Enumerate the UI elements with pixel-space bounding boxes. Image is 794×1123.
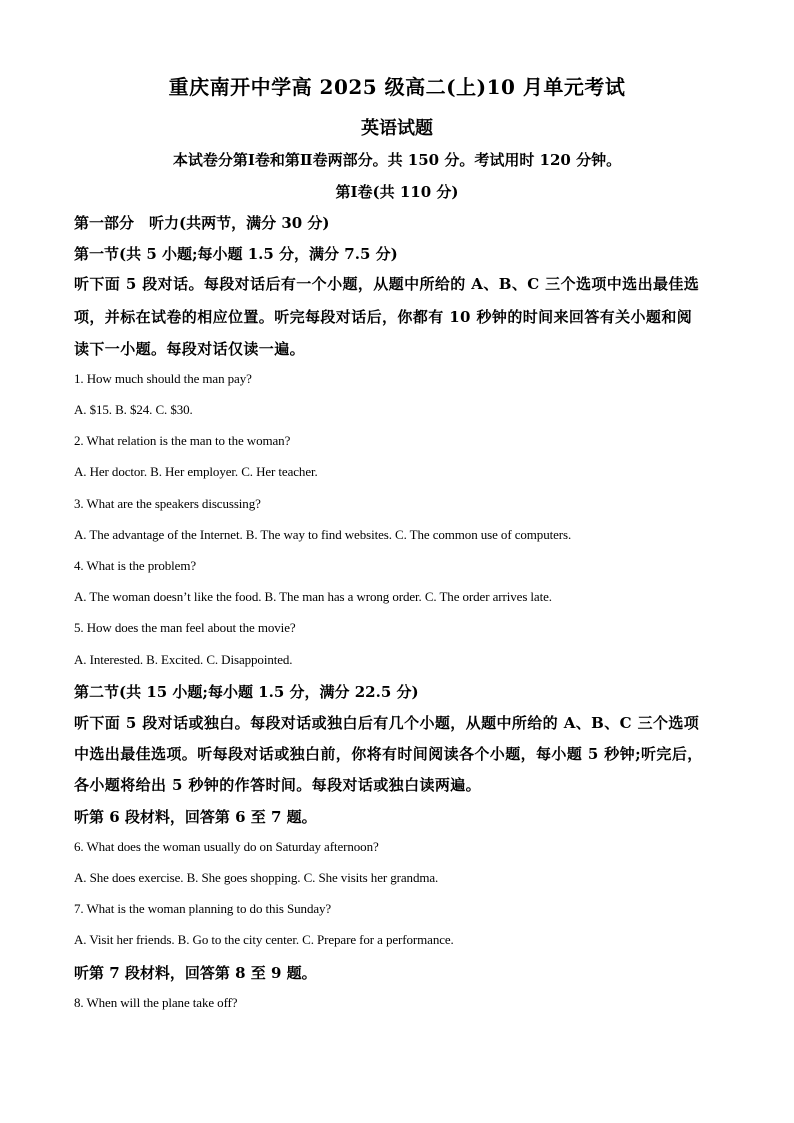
subject-title: 英语试题 xyxy=(361,118,433,139)
question-options: A. The advantage of the Internet. B. The way to find websites. C. The common use of computers. xyxy=(74,527,572,542)
exam-notice: 本试卷分第Ⅰ卷和第Ⅱ卷两部分。共 150 分。考试用时 120 分钟。 xyxy=(172,151,622,169)
group-heading: 听第 7 段材料，回答第 8 至 9 题。 xyxy=(74,964,317,982)
question-options: A. The woman doesn’t like the food. B. The man has a wrong order. C. The order arrives late. xyxy=(74,589,552,604)
section1-instruction-line: 听下面 5 段对话。每段对话后有一个小题，从题中所给的 A、B、C 三个选项中选出最佳选 xyxy=(74,275,700,293)
question-options: A. Interested. B. Excited. C. Disappointed. xyxy=(74,652,293,667)
question-stem: 5. How does the man feel about the movie? xyxy=(74,620,296,635)
section2-instruction-line: 中选出最佳选项。听每段对话或独白前，你将有时间阅读各个小题，每小题 5 秒钟;听完后， xyxy=(74,745,703,763)
question-options: A. Her doctor. B. Her employer. C. Her teacher. xyxy=(74,464,318,479)
exam-title: 重庆南开中学高 2025 级高二(上)10 月单元考试 xyxy=(168,75,626,99)
section1-title: 第一节(共 5 小题;每小题 1.5 分，满分 7.5 分) xyxy=(74,245,398,263)
question-options: A. Visit her friends. B. Go to the city center. C. Prepare for a performance. xyxy=(74,932,454,947)
question-options: A. $15. B. $24. C. $30. xyxy=(74,402,193,417)
section2-instruction-line: 各小题将给出 5 秒钟的作答时间。每段对话或独白读两遍。 xyxy=(74,776,482,794)
volume-heading: 第Ⅰ卷(共 110 分) xyxy=(335,183,459,201)
question-stem: 8. When will the plane take off? xyxy=(74,995,238,1010)
question-stem: 4. What is the problem? xyxy=(74,558,197,573)
question-stem: 7. What is the woman planning to do this Sunday? xyxy=(74,901,332,916)
group-heading: 听第 6 段材料，回答第 6 至 7 题。 xyxy=(74,808,317,826)
question-stem: 6. What does the woman usually do on Saturday afternoon? xyxy=(74,839,379,854)
question-stem: 3. What are the speakers discussing? xyxy=(74,496,261,511)
section1-instruction-line: 项，并标在试卷的相应位置。听完每段对话后，你都有 10 秒钟的时间来回答有关小题和阅 xyxy=(74,308,693,326)
section1-instruction-line: 读下一小题。每段对话仅读一遍。 xyxy=(74,340,306,358)
part1-title: 第一部分 听力(共两节，满分 30 分) xyxy=(74,214,330,232)
question-stem: 1. How much should the man pay? xyxy=(74,371,252,386)
section2-title: 第二节(共 15 小题;每小题 1.5 分，满分 22.5 分) xyxy=(74,683,419,701)
question-options: A. She does exercise. B. She goes shopping. C. She visits her grandma. xyxy=(74,870,439,885)
section2-instruction-line: 听下面 5 段对话或独白。每段对话或独白后有几个小题，从题中所给的 A、B、C 三个选项 xyxy=(74,714,700,732)
question-stem: 2. What relation is the man to the woman? xyxy=(74,433,291,448)
